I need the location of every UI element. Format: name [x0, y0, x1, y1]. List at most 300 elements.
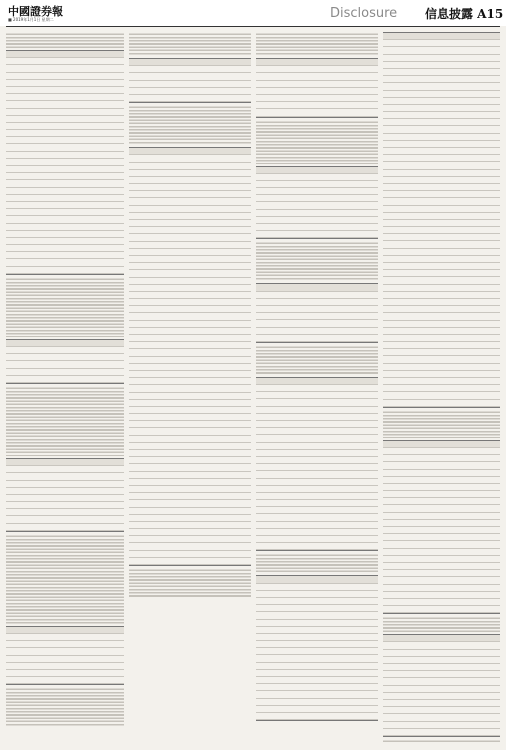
data-table [129, 147, 251, 566]
table-cell [280, 95, 304, 101]
table-cell [305, 306, 329, 312]
data-table [256, 377, 378, 552]
table-row [383, 349, 500, 356]
table-cell [190, 479, 210, 485]
table-row [129, 364, 251, 371]
table-cell [280, 641, 304, 647]
table-cell [256, 670, 280, 676]
table-cell [430, 570, 453, 576]
table-cell [317, 174, 337, 180]
table-cell [422, 364, 442, 370]
table-cell [358, 457, 378, 463]
table-cell [403, 328, 423, 334]
table-cell [337, 181, 357, 187]
table-cell [354, 706, 378, 712]
table-cell [190, 428, 210, 434]
table-cell [442, 112, 462, 118]
table-cell [129, 59, 160, 65]
table-cell [297, 421, 317, 427]
table-cell [481, 155, 501, 161]
table-cell [461, 729, 481, 735]
table-cell [337, 385, 357, 391]
table-cell [149, 220, 169, 226]
table-cell [354, 612, 378, 618]
table-cell [77, 663, 101, 669]
table-cell [481, 657, 501, 663]
table-cell [337, 435, 357, 441]
table-cell [210, 500, 230, 506]
table-cell [297, 443, 317, 449]
table-row [383, 342, 500, 349]
table-row [383, 299, 500, 306]
text-block [383, 410, 500, 438]
table-cell [337, 514, 357, 520]
table-cell [85, 481, 105, 487]
table-cell [317, 167, 337, 173]
table-cell [383, 470, 406, 476]
table-cell [190, 88, 221, 94]
table-row [383, 642, 500, 649]
table-cell [337, 479, 357, 485]
table-row [129, 522, 251, 529]
table-row [383, 40, 500, 47]
table-row [383, 364, 500, 371]
table-cell [354, 620, 378, 626]
table-cell [354, 320, 378, 326]
table-cell [30, 238, 54, 244]
table-cell [329, 109, 353, 115]
table-cell [442, 729, 462, 735]
table-cell [383, 707, 403, 713]
table-row [129, 220, 251, 227]
table-row [6, 188, 124, 195]
table-cell [337, 414, 357, 420]
table-cell [231, 220, 251, 226]
table-row [383, 91, 500, 98]
table-cell [403, 335, 423, 341]
table-cell [337, 421, 357, 427]
table-header-row [6, 340, 124, 347]
table-cell [442, 700, 462, 706]
table-cell [149, 464, 169, 470]
table-cell [210, 234, 230, 240]
table-cell [149, 242, 169, 248]
table-cell [305, 59, 329, 65]
table-cell [45, 466, 65, 472]
table-cell [461, 55, 481, 61]
table-cell [280, 699, 304, 705]
table-cell [6, 259, 30, 265]
text-block [256, 241, 378, 281]
table-cell [190, 163, 210, 169]
table-cell [149, 263, 169, 269]
table-cell [210, 270, 230, 276]
table-cell [210, 393, 230, 399]
table-cell [442, 256, 462, 262]
table-cell [354, 591, 378, 597]
table-cell [477, 541, 500, 547]
table-cell [6, 340, 30, 346]
table-cell [477, 577, 500, 583]
table-cell [354, 313, 378, 319]
table-cell [317, 392, 337, 398]
table-row [256, 231, 378, 238]
table-row [6, 509, 124, 516]
table-cell [317, 536, 337, 542]
table-cell [256, 188, 276, 194]
table-cell [129, 306, 149, 312]
table-cell [354, 634, 378, 640]
table-cell [256, 320, 280, 326]
table-cell [442, 400, 462, 406]
table-cell [403, 263, 423, 269]
table-cell [383, 155, 403, 161]
table-cell [276, 217, 296, 223]
table-row [256, 102, 378, 109]
table-cell [358, 231, 378, 237]
table-cell [461, 306, 481, 312]
table-row [6, 123, 124, 130]
table-row [383, 477, 500, 484]
table-cell [53, 238, 77, 244]
table-row [256, 655, 378, 662]
table-cell [383, 541, 406, 547]
table-cell [297, 399, 317, 405]
table-row [383, 234, 500, 241]
table-cell [30, 216, 54, 222]
table-cell [129, 378, 149, 384]
table-cell [430, 606, 453, 612]
table-cell [30, 354, 54, 360]
table-cell [256, 612, 280, 618]
table-row [383, 563, 500, 570]
table-cell [30, 340, 54, 346]
table-cell [149, 184, 169, 190]
table-cell [358, 202, 378, 208]
table-row [129, 400, 251, 407]
table-cell [170, 543, 190, 549]
table-cell [403, 285, 423, 291]
table-cell [30, 648, 54, 654]
text-block [6, 277, 124, 337]
table-cell [190, 493, 210, 499]
table-cell [481, 62, 501, 68]
table-cell [53, 58, 77, 64]
table-cell [461, 213, 481, 219]
table-row [383, 285, 500, 292]
table-header-row [6, 627, 124, 634]
table-row [6, 259, 124, 266]
table-cell [26, 481, 46, 487]
table-cell [256, 385, 276, 391]
table-cell [481, 241, 501, 247]
table-cell [297, 507, 317, 513]
table-cell [477, 520, 500, 526]
table-cell [170, 472, 190, 478]
table-cell [297, 529, 317, 535]
table-cell [422, 105, 442, 111]
table-row [6, 347, 124, 354]
table-cell [231, 515, 251, 521]
table-cell [383, 148, 403, 154]
table-cell [461, 83, 481, 89]
table-cell [317, 231, 337, 237]
table-cell [430, 527, 453, 533]
table-cell [477, 484, 500, 490]
table-cell [190, 414, 210, 420]
table-cell [129, 349, 149, 355]
table-cell [129, 170, 149, 176]
table-cell [403, 385, 423, 391]
table-cell [190, 59, 221, 65]
table-cell [77, 656, 101, 662]
table-cell [430, 498, 453, 504]
table-header-row [383, 33, 500, 40]
table-cell [430, 520, 453, 526]
table-cell [6, 502, 26, 508]
table-cell [30, 663, 54, 669]
table-row [256, 677, 378, 684]
table-row [6, 634, 124, 641]
table-cell [481, 112, 501, 118]
table-cell [430, 599, 453, 605]
table-cell [329, 713, 353, 719]
table-cell [317, 378, 337, 384]
table-row [129, 66, 251, 73]
table-cell [383, 599, 406, 605]
table-cell [422, 119, 442, 125]
table-cell [210, 328, 230, 334]
table-row [383, 513, 500, 520]
table-cell [337, 174, 357, 180]
table-cell [231, 536, 251, 542]
table-cell [461, 263, 481, 269]
table-row [383, 277, 500, 284]
table-cell [383, 98, 403, 104]
table-cell [190, 242, 210, 248]
table-cell [403, 270, 423, 276]
table-cell [481, 385, 501, 391]
table-cell [430, 585, 453, 591]
table-row [129, 88, 251, 95]
table-cell [190, 270, 210, 276]
table-row [383, 184, 500, 191]
table-cell [297, 450, 317, 456]
table-cell [77, 87, 101, 93]
table-cell [297, 514, 317, 520]
table-cell [6, 65, 30, 71]
table-cell [53, 195, 77, 201]
table-cell [190, 73, 221, 79]
table-cell [30, 144, 54, 150]
table-cell [422, 313, 442, 319]
table-cell [317, 414, 337, 420]
table-cell [329, 627, 353, 633]
table-cell [231, 450, 251, 456]
table-row [256, 536, 378, 543]
table-cell [461, 299, 481, 305]
table-row [383, 263, 500, 270]
table-cell [329, 591, 353, 597]
table-cell [129, 335, 149, 341]
table-cell [442, 635, 462, 641]
table-cell [453, 448, 476, 454]
table-cell [461, 126, 481, 132]
table-cell [442, 270, 462, 276]
table-cell [77, 80, 101, 86]
table-cell [403, 650, 423, 656]
table-cell [358, 378, 378, 384]
table-cell [383, 371, 403, 377]
table-cell [422, 342, 442, 348]
table-cell [403, 148, 423, 154]
table-cell [77, 224, 101, 230]
table-cell [442, 69, 462, 75]
table-row [256, 385, 378, 392]
table-cell [337, 529, 357, 535]
table-cell [403, 657, 423, 663]
table-cell [481, 263, 501, 269]
table-row [256, 335, 378, 342]
table-cell [422, 277, 442, 283]
table-cell [280, 81, 304, 87]
table-cell [297, 543, 317, 549]
table-cell [129, 385, 149, 391]
table-cell [231, 198, 251, 204]
table-cell [276, 378, 296, 384]
table-row [129, 536, 251, 543]
table-cell [383, 220, 403, 226]
table-cell [53, 259, 77, 265]
table-cell [276, 507, 296, 513]
table-cell [231, 256, 251, 262]
table-cell [100, 173, 124, 179]
table-row [256, 706, 378, 713]
table-cell [358, 188, 378, 194]
table-cell [149, 163, 169, 169]
table-cell [403, 664, 423, 670]
table-cell [30, 347, 54, 353]
table-cell [129, 263, 149, 269]
table-cell [305, 648, 329, 654]
table-cell [383, 385, 403, 391]
table-cell [442, 686, 462, 692]
table-cell [383, 69, 403, 75]
table-row [383, 206, 500, 213]
table-cell [256, 507, 276, 513]
table-cell [383, 285, 403, 291]
table-cell [317, 457, 337, 463]
table-cell [6, 524, 26, 530]
table-row [256, 95, 378, 102]
table-cell [53, 627, 77, 633]
table-cell [422, 184, 442, 190]
table-cell [280, 620, 304, 626]
table-cell [430, 534, 453, 540]
table-cell [129, 464, 149, 470]
table-cell [276, 493, 296, 499]
table-row [129, 436, 251, 443]
table-cell [256, 231, 276, 237]
table-cell [481, 285, 501, 291]
table-cell [354, 641, 378, 647]
table-cell [297, 202, 317, 208]
data-table [383, 440, 500, 615]
table-cell [383, 520, 406, 526]
table-cell [170, 421, 190, 427]
table-cell [190, 213, 210, 219]
table-cell [30, 670, 54, 676]
table-cell [481, 277, 501, 283]
table-cell [406, 477, 429, 483]
table-cell [481, 299, 501, 305]
table-cell [210, 421, 230, 427]
table-row [256, 217, 378, 224]
table-cell [481, 642, 501, 648]
table-cell [383, 577, 406, 583]
table-cell [256, 210, 276, 216]
table-cell [280, 634, 304, 640]
table-cell [422, 371, 442, 377]
table-row [256, 174, 378, 181]
table-cell [461, 371, 481, 377]
table-cell [422, 91, 442, 97]
table-cell [481, 729, 501, 735]
table-cell [77, 101, 101, 107]
table-cell [129, 536, 149, 542]
table-cell [30, 259, 54, 265]
table-cell [190, 335, 210, 341]
table-cell [190, 263, 210, 269]
table-cell [403, 105, 423, 111]
table-cell [53, 340, 77, 346]
table-row [129, 357, 251, 364]
table-cell [354, 691, 378, 697]
table-cell [190, 95, 221, 101]
table-cell [53, 180, 77, 186]
table-row [383, 470, 500, 477]
table-cell [129, 206, 149, 212]
table-cell [6, 516, 26, 522]
table-cell [30, 209, 54, 215]
table-cell [190, 234, 210, 240]
table-cell [461, 378, 481, 384]
table-cell [129, 313, 149, 319]
table-cell [149, 500, 169, 506]
table-row [256, 457, 378, 464]
table-row [129, 407, 251, 414]
table-cell [358, 543, 378, 549]
table-cell [100, 677, 124, 683]
table-cell [297, 181, 317, 187]
table-cell [170, 335, 190, 341]
table-row [6, 101, 124, 108]
table-cell [280, 584, 304, 590]
table-cell [30, 80, 54, 86]
table-cell [442, 678, 462, 684]
table-cell [100, 188, 124, 194]
table-cell [210, 522, 230, 528]
table-cell [129, 371, 149, 377]
table-cell [442, 722, 462, 728]
table-cell [30, 231, 54, 237]
table-cell [210, 242, 230, 248]
table-cell [442, 170, 462, 176]
table-cell [149, 479, 169, 485]
table-cell [430, 541, 453, 547]
table-cell [149, 270, 169, 276]
table-cell [231, 436, 251, 442]
